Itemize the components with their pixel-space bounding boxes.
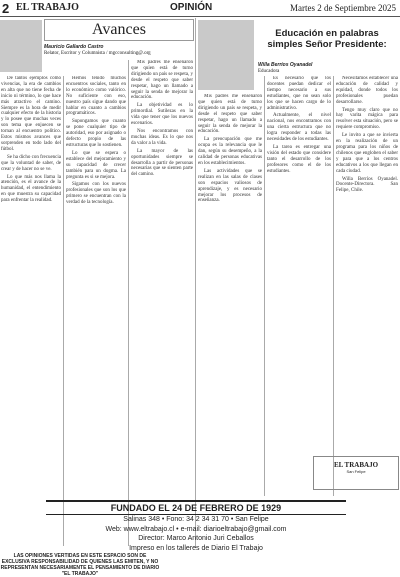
paragraph: Mis padres me enseñaron que quien está de turno dirigiendo un país se respeta, y desde el respeto que saber respetar, hago un llamado a seguir la senda de mejorar la educación. [198,94,262,135]
section-title: OPINIÓN [170,2,213,13]
left-article-column-1 [1,76,61,546]
web-email: Web: www.eltrabajo.cl • e-mail: diarioeltrabajo@gmail.com [105,525,287,533]
issue-date: Martes 2 de Septiembre 2025 [290,3,396,13]
printer-line: Impreso en los talleres de Diario El Trabajo [129,544,263,552]
disclaimer: LAS OPINIONES VERTIDAS EN ESTE ESPACIO SON DE EXCLUSIVA RESPONSABILIDAD DE QUIENES LAS EMITEN, Y NO REPRESENTAN NECESARIAMENTE EL PENSAMIENTO DE DIARIO "EL TRABAJO" [0,553,160,577]
column-divider [128,60,129,546]
page-header [0,0,400,18]
author-photo-right [198,20,254,90]
paragraph: Necesitamos establecer una educación de calidad y equidad, donde todos los profesionales puedan desarrollarse. [336,76,398,105]
paragraph: Lo que más nos llama la atención, es el avance de la humanidad, el entendimiento en que muestra su capacidad para enfrentar la realidad. [1,174,61,204]
paragraph: De tantos ejemplos como vivencias, la era de cambios en alta que no tiene fecha de inicio ni término, lo que hace más atractivo el camino. Siempre es la hora de medir cualquier efecto de la historia y lo posee que muchas veces son tema que enjuecen se tornan al encuentro político. Estos mismos avances que sorprenden en todo lado del fútbol. [1,76,61,152]
address-phone: Salinas 348 • Fono: 34 2 34 31 70 • San Felipe [123,516,269,523]
page-number: 2 [2,1,10,16]
left-article-column-3 [131,60,193,546]
right-byline [258,62,396,75]
article-divider [195,18,196,548]
paragraph: La tarea es entregar una visión del estado que considere tanto el desarrollo de los profesores como el de los estudiantes. [267,144,331,174]
right-article-column-2 [267,76,331,496]
paragraph: Sigamos con los nuevos profesionales que son los que primero se encuentran con la verdad de la tecnología. [66,182,126,206]
founded-banner: FUNDADO EL 24 DE FEBRERO DE 1929 [46,500,346,515]
right-article-title: Educación en palabras simples Señor Presidente: [267,28,387,50]
column-divider [63,76,64,546]
paragraph: Hemos tenido muchos encuentros sociales, tanto en lo económico como valórico. No suficiente con eso, nuestro país sigue dando que hablar en cuanto a cambios programáticos. [66,76,126,117]
paragraph: Es necesario que los docentes puedan dedicar el tiempo necesario a sus estudiantes, que no sean solo los que se hacen cargo de lo administrativo. [267,76,331,111]
paragraph: Willa Berríos Oyanadel. Docente-Directora. San Felipe, Chile. [336,176,398,194]
right-author-role: Educadora [258,69,280,74]
paragraph: Supongamos que cuanto se pone cualquier tipo de autoridad, eso por asignado o defecto propio de las estructuras que lo sostienen. [66,119,126,148]
paper-name: EL TRABAJO [16,2,79,13]
author-photo-left [0,20,42,72]
right-article-column-3 [336,76,398,452]
left-article-column-2 [66,76,126,546]
paragraph: Actualmente, el nivel nacional, nos encontramos con una cierta estructura que no logra responder a todas las necesidades de los estudiantes. [267,113,331,143]
column-title: Avances [44,19,194,41]
paragraph: Tengo muy claro que no hay varita mágica para resolver esta situación, pero se requiere compromiso. [336,107,398,131]
paragraph: Le invito a que se invierta en la realización de un programa para los niños de chilenos que engloben el saber y para que a los centros educativos a los que llegan en cada ciudad. [336,133,398,174]
director-line: Director: Marco Antonio Juri Ceballos [138,535,254,542]
column-divider [333,76,334,496]
paragraph: La preocupación que me ocupa es la relevancia que le dan, según su desempeño, a la calidad de personas educativas en los establecimientos. [198,137,262,166]
column-divider [264,76,265,496]
logo-name: EL TRABAJO [333,461,379,469]
paragraph: Las actividades que se realizan en las salas de clases son espacios valiosos de aprendizaje, y es necesario mejorar los procesos de enseñanza. [198,168,262,204]
paragraph: Lo que se espera o establece del mejoramiento y su capacidad de crecer también para un dogma. La pregunta es si se mejora. [66,150,126,180]
left-author-role: Relator, Escritor y Columnista / mgcconsulting@.org [44,51,151,56]
logo-tagline: San Felipe [346,469,366,474]
paragraph: Se ha dicho con frecuencia que la voluntad de saber, de crear y de hacer no se ve. [1,154,61,172]
header-rule [0,16,400,17]
contact-block [46,515,346,553]
left-author-name: Mauricio Gallardo Castro [44,44,104,50]
paragraph: Nos encontramos con muchas ideas. Es lo que nos da valor a la vida. [131,128,193,146]
left-byline [44,44,194,57]
right-author-name: Willa Berríos Oyanadel [258,62,313,68]
newspaper-logo [313,456,399,490]
paragraph: Mis padres me enseñaron que quien está de turno dirigiendo un país se respeta, y desde el respeto que saber respetar, hago un llamado a seguir la senda de mejorar la educación. [131,60,193,101]
right-article-column-1 [198,94,262,496]
paragraph: La mayor de las oportunidades siempre se desarrolla a partir de personas necesarias que se sienten parte del camino. [131,148,193,178]
paragraph: La objetividad es lo primordial. Sutilezas en la vida que tener que los nuevos escenarios. [131,103,193,127]
